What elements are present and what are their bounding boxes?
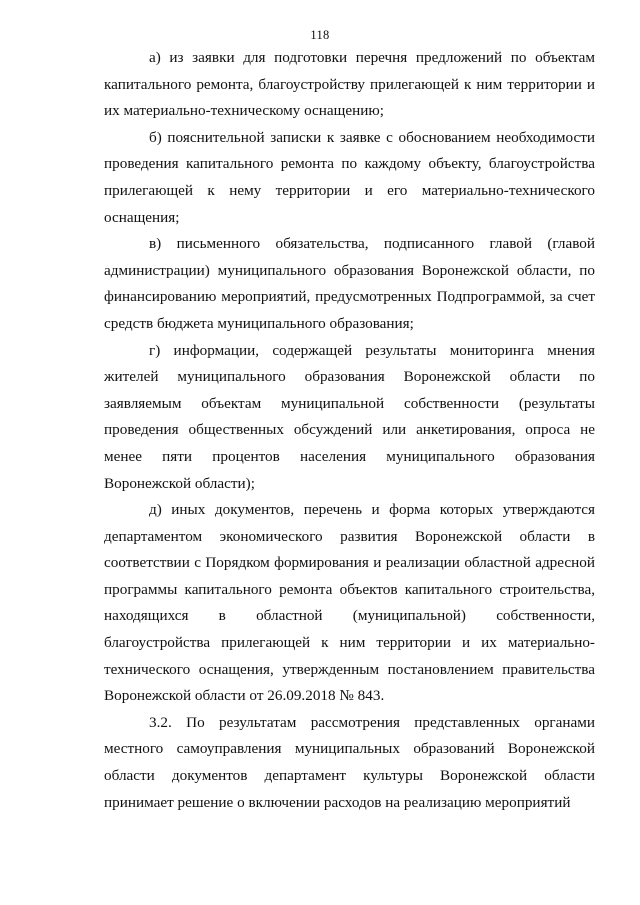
paragraph-v: в) письменного обязательства, подписанного главой (главой администрации) муниципального образования Воронежской области, по финансированию мероприятий, предусмотренных Подпрограммой, за счет средств бюджета муниципального образования; — [104, 235, 595, 332]
paragraph-d: д) иных документов, перечень и форма которых утверждаются департаментом экономического развития Воронежской области в соответствии с Порядком формирования и реализации областной адресной программы капитального ремонта объектов капитального строительства, находящихся в областной (муниципальной) собственности, благоустройства прилегающей к ним территории и их материально-технического оснащения, утвержденным постановлением правительства Воронежской области от 26.09.2018 № 843. — [104, 501, 595, 705]
paragraph-3-2: 3.2. По результатам рассмотрения представленных органами местного самоуправления муниципальных образований Воронежской области документов департамент культуры Воронежской области принимает решение о включении расходов на реализацию мероприятий — [104, 713, 595, 811]
paragraph-g: г) информации, содержащей результаты мониторинга мнения жителей муниципального образования Воронежской области по заявляемым объектам муниципальной собственности (результаты проведения общественных обсуждений или анкетирования, опроса не менее пяти процентов населения муниципального образования Воронежской области); — [104, 341, 595, 492]
paragraph-b: б) пояснительной записки к заявке с обоснованием необходимости проведения капитального ремонта по каждому объекту, благоустройства прилегающей к нему территории и его материально-технического оснащения; — [104, 128, 595, 226]
document-body — [104, 45, 595, 816]
paragraph-a: а) из заявки для подготовки перечня предложений по объектам капитального ремонта, благоустройству прилегающей к ним территории и их материально-техническому оснащению; — [104, 49, 595, 120]
page-number: 118 — [310, 28, 330, 42]
